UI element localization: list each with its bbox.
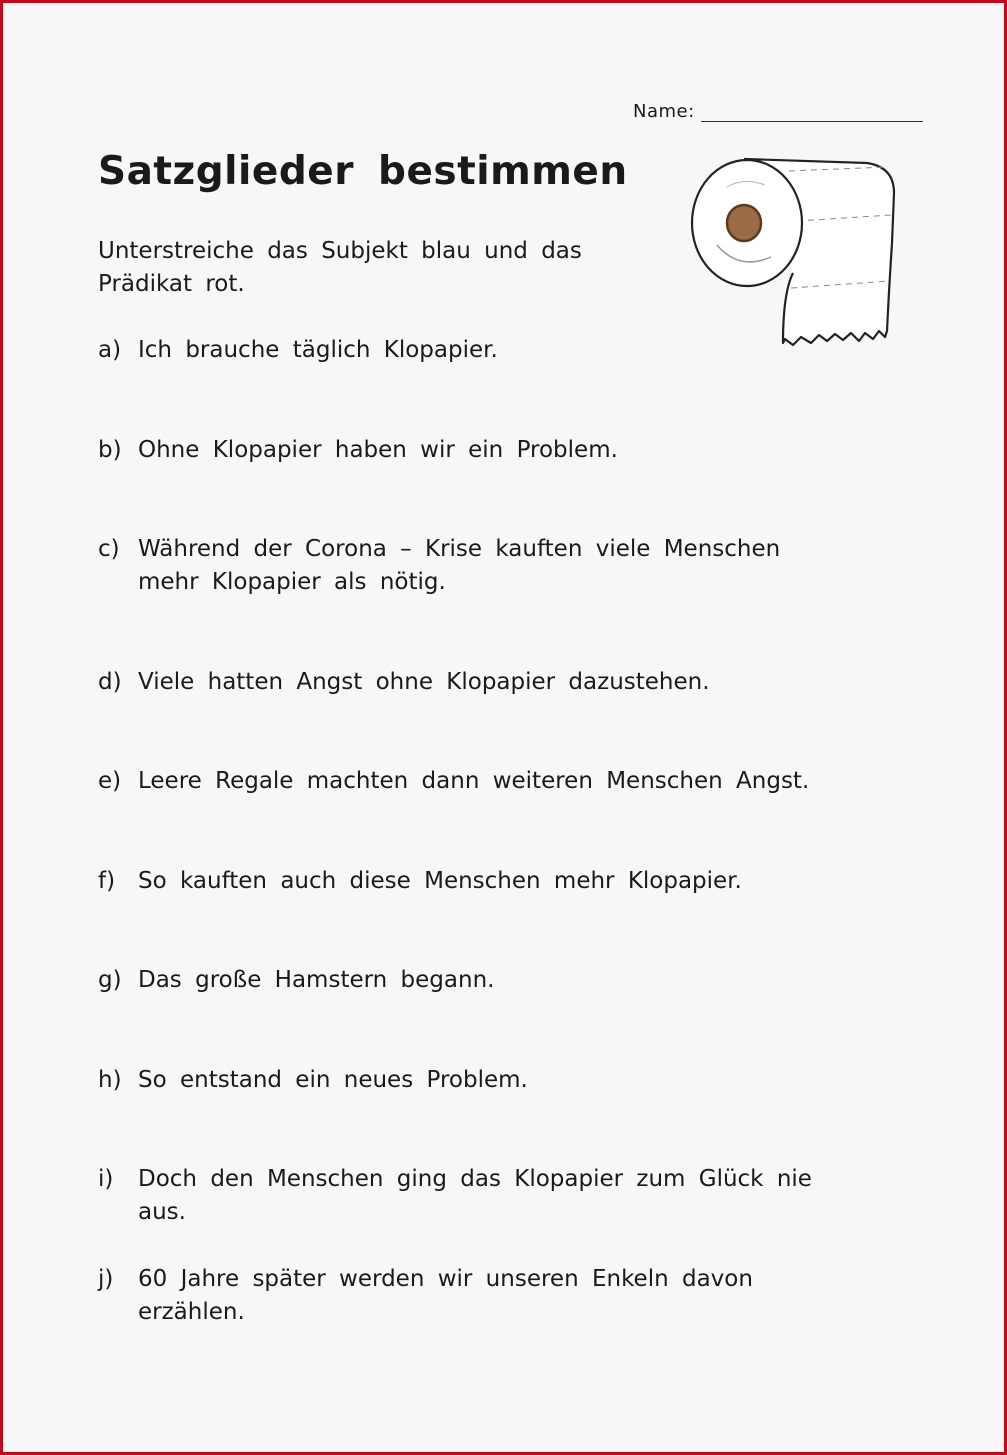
task-sentence: Ich brauche täglich Klopapier. <box>138 337 498 363</box>
task-letter: f) <box>98 868 116 894</box>
name-label: Name: <box>633 101 695 122</box>
task-sentence: 60 Jahre später werden wir unseren Enkeln davon erzählen. <box>138 1266 753 1325</box>
task-letter: j) <box>98 1266 114 1292</box>
task-sentence: So kauften auch diese Menschen mehr Klopapier. <box>138 868 742 894</box>
task-sentence: Das große Hamstern begann. <box>138 967 495 993</box>
task-sentence: Viele hatten Angst ohne Klopapier dazustehen. <box>138 669 710 695</box>
task-letter: h) <box>98 1067 122 1093</box>
task-sentence: Ohne Klopapier haben wir ein Problem. <box>138 437 618 463</box>
task-sentence: Leere Regale machten dann weiteren Menschen Angst. <box>138 768 810 794</box>
toilet-paper-roll-icon <box>689 153 899 357</box>
task-sentence: So entstand ein neues Problem. <box>138 1067 528 1093</box>
task-letter: b) <box>98 437 122 463</box>
task-letter: g) <box>98 967 122 993</box>
task-letter: d) <box>98 669 122 695</box>
task-letter: c) <box>98 536 120 562</box>
name-field-row <box>633 101 923 122</box>
task-letter: a) <box>98 337 122 363</box>
task-item-e <box>98 765 809 798</box>
instruction-text: Unterstreiche das Subjekt blau und das Prädikat rot. <box>98 238 582 297</box>
task-item-a <box>98 334 498 367</box>
worksheet-title: Satzglieder bestimmen <box>98 149 628 194</box>
task-letter: e) <box>98 768 122 794</box>
task-sentence: Doch den Menschen ging das Klopapier zum Glück nie aus. <box>138 1166 812 1225</box>
task-item-f <box>98 865 742 898</box>
task-item-g <box>98 964 494 997</box>
task-letter: i) <box>98 1166 114 1192</box>
task-item-d <box>98 666 710 699</box>
task-item-h <box>98 1064 528 1097</box>
task-item-c <box>98 533 838 599</box>
task-item-i <box>98 1163 838 1229</box>
task-item-j <box>98 1263 838 1329</box>
name-blank-line[interactable] <box>701 101 923 122</box>
task-sentence: Während der Corona – Krise kauften viele Menschen mehr Klopapier als nötig. <box>138 536 781 595</box>
task-item-b <box>98 434 618 467</box>
